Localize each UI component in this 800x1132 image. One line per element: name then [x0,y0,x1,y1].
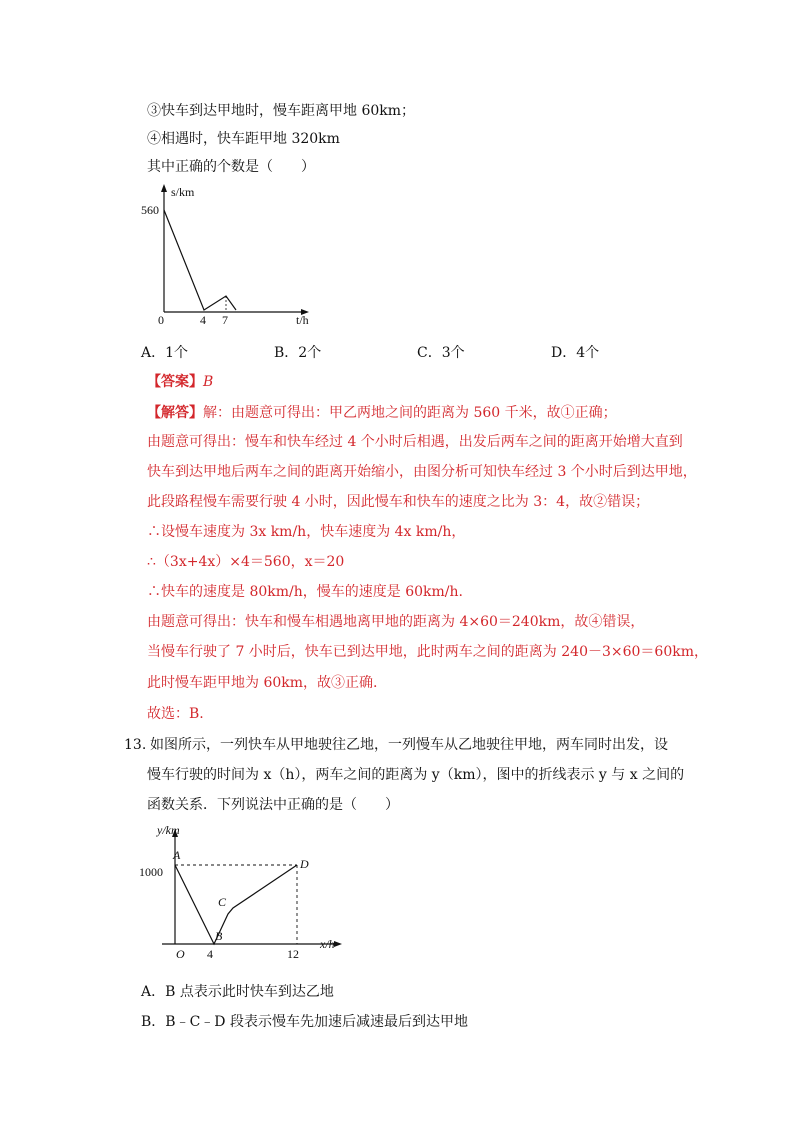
graph2-origin: O [176,947,185,961]
graph2-x-label: x/h [320,937,335,951]
question-13-line-3: 函数关系．下列说法中正确的是（ ） [147,797,399,813]
solution-line-6: ∴（3x+4x）×4＝560，x＝20 [147,554,345,570]
solution-line-8: 由题意可得出：快车和慢车相遇地离甲地的距离为 4×60＝240km，故④错误， [147,614,645,630]
graph1-y-label: s/km [171,185,195,199]
solution-line-5: ∴设慢车速度为 3x km/h，快车速度为 4x km/h， [147,524,466,540]
solution-line-3: 快车到达甲地后两车之间的距离开始缩小，由图分析可知快车经过 3 个小时后到达甲地， [147,464,697,480]
graph2-x-tick-4: 4 [207,947,213,961]
q13-option-a: A．B 点表示此时快车到达乙地 [141,984,334,1000]
choice-d: D．4个 [551,345,600,361]
graph1-polyline [164,210,236,310]
graph1-x-tick-7: 7 [222,313,228,327]
solution-tag: 【解答】 [147,405,203,421]
solution-line-7: ∴快车的速度是 80km/h，慢车的速度是 60km/h. [147,584,463,600]
q13-option-b: B．B﹣C﹣D 段表示慢车先加速后减速最后到达甲地 [141,1014,468,1030]
statement-4: ④相遇时，快车距甲地 320km [147,131,340,147]
graph2-point-c: C [218,895,227,909]
solution-line-1 [147,403,617,423]
solution-line-2: 由题意可得出：慢车和快车经过 4 个小时后相遇，出发后两车之间的距离开始增大直到 [147,434,683,450]
question-13-line-1: 如图所示，一列快车从甲地驶往乙地，一列慢车从乙地驶往甲地，两车同时出发，设 [150,737,668,753]
solution-line-10: 此时慢车距甲地为 60km，故③正确. [147,675,378,691]
choice-a: A．1个 [141,345,189,361]
question-prompt: 其中正确的个数是（ ） [147,159,315,175]
graph2-polyline [175,865,297,944]
graph1-x-tick-4: 4 [200,313,206,327]
solution-line-9: 当慢车行驶了 7 小时后，快车已到达甲地，此时两车之间的距离为 240－3×60＝60km， [147,644,709,660]
solution-line-11: 故选：B. [147,706,204,722]
graph2-point-d: D [300,857,309,871]
solution-text-1: 解：由题意可得出：甲乙两地之间的距离为 560 千米，故①正确； [203,405,617,421]
choice-c: C．3个 [417,345,465,361]
graph2-y-label: y/km [157,823,180,837]
graph1-x-label: t/h [296,313,309,327]
statement-3: ③快车到达甲地时，慢车距离甲地 60km； [147,103,416,119]
answer-line [147,372,213,392]
graph1-origin: 0 [158,313,164,327]
answer-tag: 【答案】 [147,374,203,390]
question-13-line-2: 慢车行驶的时间为 x（h），两车之间的距离为 y（km），图中的折线表示 y 与 x 之间的 [147,767,685,783]
graph1-y-tick: 560 [141,203,159,217]
solution-line-4: 此段路程慢车需要行驶 4 小时，因此慢车和快车的速度之比为 3：4，故②错误； [147,494,650,510]
graph2-point-a: A [173,848,181,862]
distance-time-graph [140,182,340,327]
choice-b: B．2个 [274,345,322,361]
graph2-y-tick: 1000 [139,865,163,879]
distance-time-graph-13 [130,822,360,967]
question-13-number: 13. [124,737,147,753]
graph2-point-b: B [215,929,223,943]
graph2-x-tick-12: 12 [287,947,299,961]
answer-value: B [203,374,214,390]
